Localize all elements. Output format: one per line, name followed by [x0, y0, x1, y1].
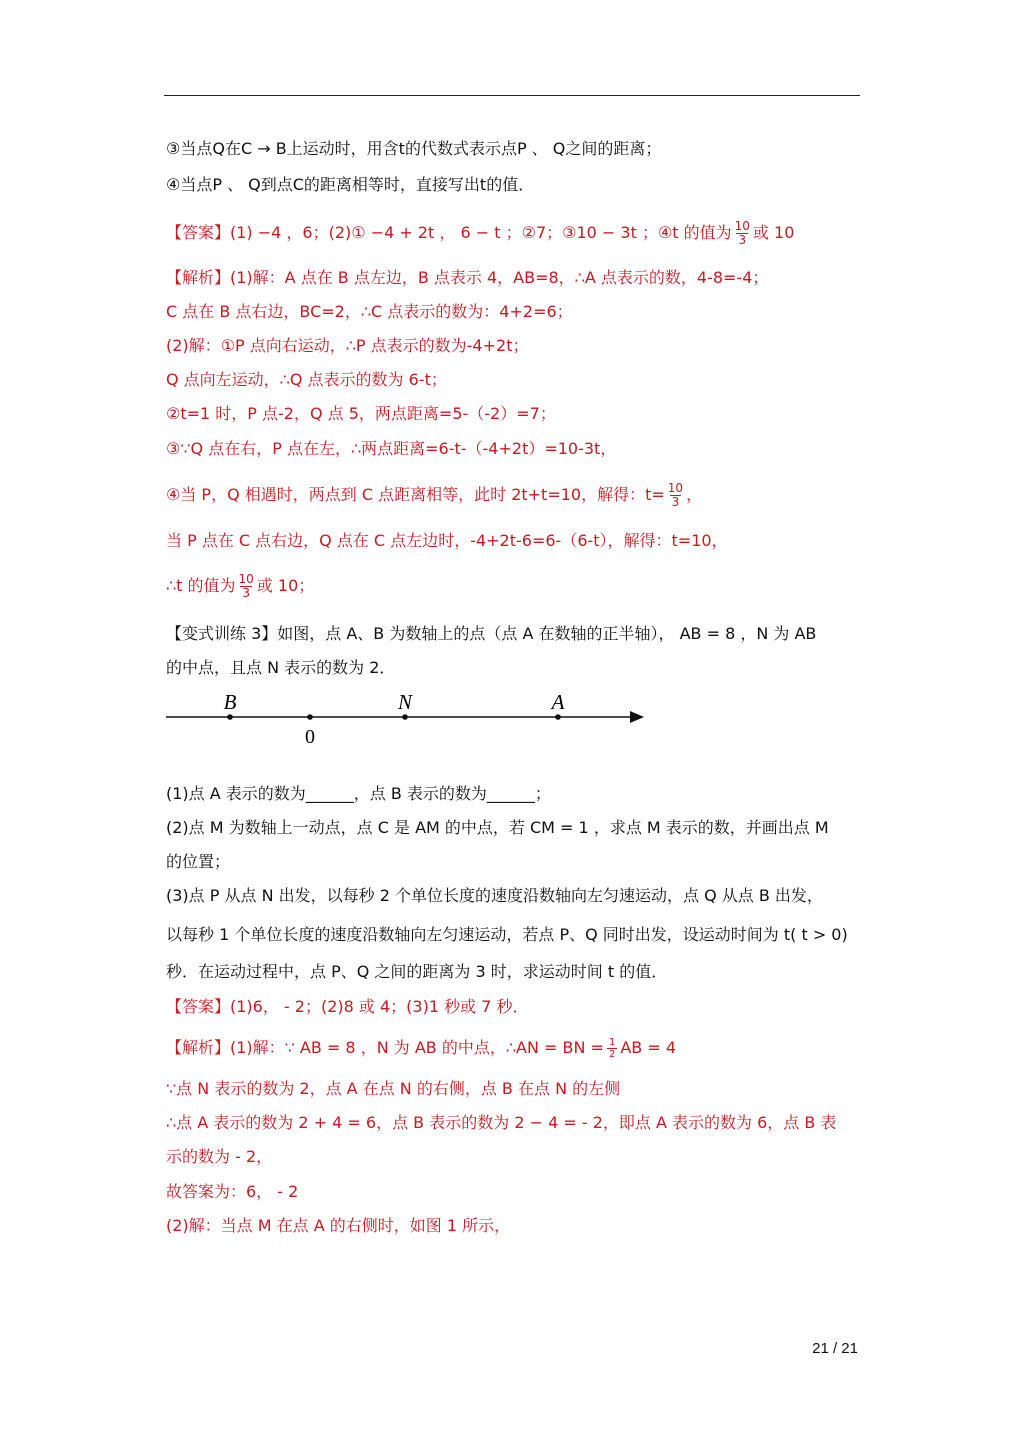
number-line-figure: [160, 685, 660, 750]
answer-text: 【答案】(1) −4 ，6；(2)① −4 + 2t ， 6 − t ；②7；③10 − 3t ；④t 的值为: [166, 223, 732, 242]
solution2-line-3: ∴点 A 表示的数为 2 + 4 = 6，点 B 表示的数为 2 − 4 = - 2，即点 A 表示的数为 6，点 B 表: [166, 1113, 837, 1132]
solution2-line-4: 示的数为 - 2，: [166, 1147, 273, 1166]
question-3-line: ③当点Q在C → B上运动时，用含t的代数式表示点P 、 Q之间的距离；: [166, 139, 662, 158]
answer-line-1: [166, 220, 794, 247]
exercise3-question-1: (1)点 A 表示的数为______，点 B 表示的数为______；: [166, 784, 551, 803]
solution1-line-6: ③∵Q 点在右，P 点在左，∴两点距离=6-t-（-4+2t）=10-3t，: [166, 439, 617, 458]
point-b-dot: [227, 714, 233, 720]
exercise3-question-3b: 以每秒 1 个单位长度的速度沿数轴向左匀速运动，若点 P、Q 同时出发，设运动时间为 t( t > 0): [166, 925, 848, 944]
fraction-ten-thirds: $\frac{10}{3}$: [667, 481, 684, 509]
answer2-line: 【答案】(1)6， - 2；(2)8 或 4；(3)1 秒或 7 秒．: [166, 997, 529, 1016]
solution2-line-5: 故答案为：6， - 2: [166, 1182, 299, 1201]
solution1-line-5: ②t=1 时，P 点-2，Q 点 5，两点距离=5-（-2）=7；: [166, 404, 556, 423]
solution2-line-1: 【解析】(1)解：∵ AB = 8 ，N 为 AB 的中点，∴AN = BN = $\frac{1}{2}$ AB = 4: [166, 1037, 677, 1060]
exercise3-question-2a: (2)点 M 为数轴上一动点，点 C 是 AM 的中点，若 CM = 1 ，求点 M 表示的数，并画出点 M: [166, 818, 829, 837]
question-4-line: ④当点P 、 Q到点C的距离相等时，直接写出t的值．: [166, 175, 535, 194]
number-line-arrow: [630, 711, 644, 723]
answer-fraction: $\frac{10}{3}$: [734, 219, 750, 247]
solution1-line-1: 【解析】(1)解：A 点在 B 点左边，B 点表示 4，AB=8，∴A 点表示的数，4-8=-4；: [166, 268, 769, 287]
solution1-line-2: C 点在 B 点右边，BC=2，∴C 点表示的数为：4+2=6；: [166, 302, 573, 321]
solution1-line-4: Q 点向左运动，∴Q 点表示的数为 6-t；: [166, 370, 447, 389]
solution2-line-2: ∵点 N 表示的数为 2，点 A 在点 N 的右侧，点 B 在点 N 的左侧: [166, 1079, 621, 1098]
exercise3-question-2b: 的位置；: [166, 852, 231, 871]
solution1-line-8: 当 P 点在 C 点右边，Q 点在 C 点左边时，-4+2t-6=6-（6-t），解得：t=10，: [166, 531, 728, 550]
page-number: 21 / 21: [812, 1340, 858, 1357]
exercise3-question-3a: (3)点 P 从点 N 出发，以每秒 2 个单位长度的速度沿数轴向左匀速运动，点 Q 从点 B 出发，: [166, 886, 823, 905]
fraction-ten-thirds: $\frac{10}{3}$: [238, 572, 254, 600]
point-a-dot: [555, 714, 561, 720]
solution1-line-3: (2)解：①P 点向右运动，∴P 点表示的数为-4+2t；: [166, 336, 529, 355]
solution2-line-6: (2)解：当点 M 在点 A 的右侧时，如图 1 所示，: [166, 1216, 511, 1235]
answer-tail: 或 10: [752, 223, 795, 242]
point-a-label: A: [551, 690, 565, 714]
solution1-line-9: ∴t 的值为 $\frac{10}{3}$ 或 10；: [166, 572, 315, 600]
point-n-label: N: [397, 690, 413, 714]
header-rule: [164, 95, 860, 96]
point-zero-dot: [307, 714, 313, 720]
point-b-label: B: [223, 690, 237, 714]
exercise3-line-1: 【变式训练 3】如图，点 A、B 为数轴上的点（点 A 在数轴的正半轴）， AB = 8 ，N 为 AB: [166, 624, 817, 643]
point-n-dot: [402, 714, 408, 720]
fraction-one-half: $\frac{1}{2}$: [608, 1037, 616, 1060]
zero-label: 0: [305, 726, 315, 748]
exercise3-line-2: 的中点，且点 N 表示的数为 2．: [166, 658, 396, 677]
exercise3-question-3c: 秒．在运动过程中，点 P、Q 之间的距离为 3 时，求运动时间 t 的值．: [166, 962, 668, 981]
solution1-line-7: ④当 P，Q 相遇时，两点到 C 点距离相等，此时 2t+t=10，解得：t= $\frac{10}{3}$ ，: [166, 481, 703, 509]
